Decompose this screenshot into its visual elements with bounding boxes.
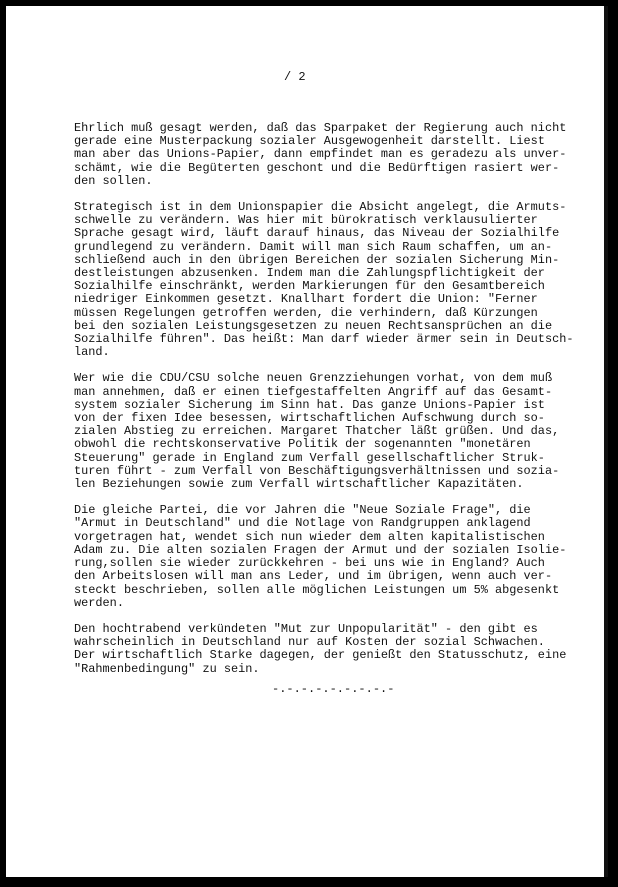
text-line: len Beziehungen sowie zum Verfall wirtschaftlicher Kapazitäten.	[74, 477, 524, 492]
text-line: man annehmen, daß er einen tiefgestaffelten Angriff auf das Gesamt-	[74, 384, 553, 399]
text-line: wahrscheinlich in Deutschland nur auf Kosten der sozial Schwachen.	[74, 635, 545, 650]
text-line: werden.	[74, 595, 124, 610]
page-number: / 2	[284, 70, 306, 84]
text-line: schwelle zu verändern. Was hier mit bürokratisch verklausulierter	[74, 213, 538, 228]
text-line: turen führt - zum Verfall von Beschäftigungsverhältnissen und sozia-	[74, 463, 560, 478]
text-line: den Arbeitslosen will man ans Leder, und im übrigen, wenn auch ver-	[74, 569, 553, 584]
text-line: "Armut in Deutschland" und die Notlage von Randgruppen anklagend	[74, 516, 531, 531]
text-line: Ehrlich muß gesagt werden, daß das Sparpaket der Regierung auch nicht	[74, 121, 567, 135]
text-line: Sozialhilfe führen". Das heißt: Man darf wieder ärmer sein in Deutsch-	[74, 332, 574, 347]
text-line: von der fixen Idee besessen, wirtschaftlichen Aufschwung durch so-	[74, 411, 545, 426]
text-line: Adam zu. Die alten sozialen Fragen der Armut und der sozialen Isolie-	[74, 542, 567, 557]
text-line: "Rahmenbedingung" zu sein.	[74, 661, 260, 676]
text-line: Sozialhilfe einschränkt, werden Markierungen für den Gesamtbereich	[74, 279, 545, 294]
text-line: Die gleiche Partei, die vor Jahren die "Neue Soziale Frage", die	[74, 503, 531, 518]
text-line: gerade eine Musterpackung sozialer Ausgewogenheit darstellt. Liest	[74, 134, 545, 149]
text-line: steckt beschrieben, sollen alle möglichen Leistungen um 5% abgesenkt	[74, 582, 560, 597]
text-line: land.	[74, 345, 110, 360]
document-page	[6, 6, 608, 877]
text-line: Der wirtschaftlich Starke dagegen, der genießt den Statusschutz, eine	[74, 648, 567, 663]
end-separator: -.-.-.-.-.-.-.-.-	[272, 682, 395, 696]
body-text	[74, 122, 594, 689]
text-line: müssen Regelungen getroffen werden, die verhindern, daß Kürzungen	[74, 305, 538, 320]
text-line: man aber das Unions-Papier, dann empfindet man es geradezu als unver-	[74, 147, 567, 162]
text-line: schämt, wie die Begüterten geschont und die Bedürftigen rasiert wer-	[74, 160, 560, 175]
text-line: system sozialer Sicherung im Sinn hat. Das ganze Unions-Papier ist	[74, 397, 545, 412]
text-line: vorgetragen hat, wendet sich nun wieder dem alten kapitalistischen	[74, 529, 545, 544]
text-line: grundlegend zu verändern. Damit will man sich Raum schaffen, um an-	[74, 239, 553, 254]
text-line: obwohl die rechtskonservative Politik der sogenannten "monetären	[74, 437, 531, 452]
text-line: rung,sollen sie wieder zurückkehren - bei uns wie in England? Auch	[74, 556, 545, 571]
text-line: Strategisch ist in dem Unionspapier die Absicht angelegt, die Armuts-	[74, 200, 567, 215]
text-line: Steuerung" gerade in England zum Verfall gesellschaftlicher Struk-	[74, 450, 545, 465]
text-line: bei den sozialen Leistungsgesetzen zu neuen Rechtsansprüchen an die	[74, 318, 553, 333]
text-line: destleistungen abzusenken. Indem man die Zahlungspflichtigkeit der	[74, 266, 545, 281]
paragraph-3	[74, 372, 594, 491]
text-line: den sollen.	[74, 173, 153, 188]
text-line: niedriger Einkommen gesetzt. Knallhart fordert die Union: "Ferner	[74, 292, 538, 307]
paragraph-4	[74, 504, 594, 610]
paragraph-2	[74, 201, 594, 359]
text-line: Sprache gesagt wird, läuft darauf hinaus, das Niveau der Sozialhilfe	[74, 226, 560, 241]
text-line: Den hochtrabend verkündeten "Mut zur Unpopularität" - den gibt es	[74, 621, 538, 636]
text-line: schließend auch in den übrigen Bereichen der sozialen Sicherung Min-	[74, 252, 560, 267]
text-line: Wer wie die CDU/CSU solche neuen Grenzziehungen vorhat, von dem muß	[74, 371, 553, 386]
paragraph-5	[74, 623, 594, 676]
paragraph-1	[74, 122, 594, 188]
text-line: zialen Abstieg zu erreichen. Margaret Thatcher läßt grüßen. Und das,	[74, 424, 560, 439]
